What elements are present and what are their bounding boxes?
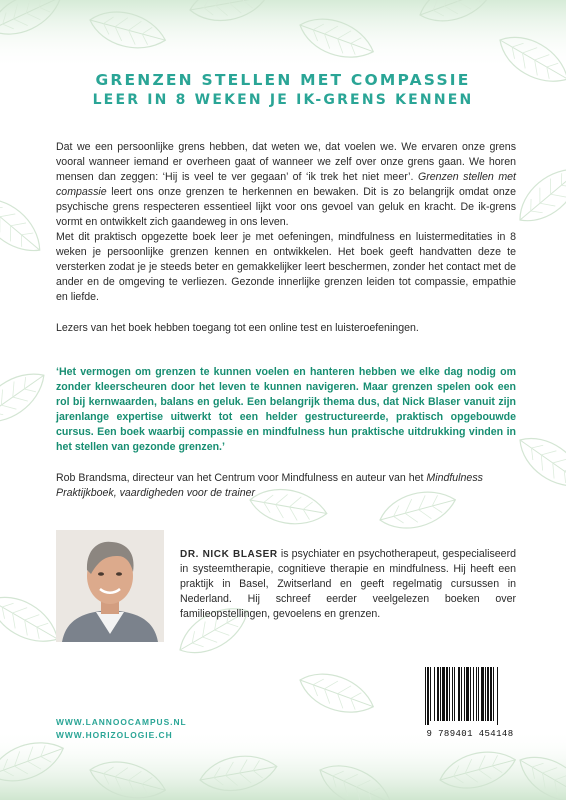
barcode-bars — [423, 667, 517, 727]
author-name: DR. NICK BLASER — [180, 549, 278, 560]
quote-text: ‘Het vermogen om grenzen te kunnen voelen en hanteren hebben we elke dag nodig om zonder kleerscheuren door het leven te kunnen navigeren. Maar grenzen spelen ook een rol bij kernwaarden, balans en geluk. Een belangrijk thema dus, dat Nick Blaser vanuit zijn jarenlange expertise uitwerkt tot een helder gestructureerde, praktisch opgebouwde cursus. Een boek waarbij compassie en mindfulness hun praktische uitdrukking vinden in het stellen van gezonde grenzen.’ — [56, 366, 516, 453]
url-lannoocampus[interactable]: WWW.LANNOOCAMPUS.NL — [56, 717, 187, 727]
quote-work-title: Mindfulness Praktijkboek, vaardigheden voor de trainer — [56, 472, 483, 499]
blurb-paragraph-3: Lezers van het boek hebben toegang tot een online test en luisteroefeningen. — [56, 322, 419, 334]
isbn-barcode — [423, 667, 517, 739]
author-bio-text: is psychiater en psychotherapeut, gespecialiseerd in systeemtherapie, cognitieve therapie en mindfulness. Hij heeft een praktijk in Basel, Zwitserland en geeft regelmatig cursussen in Nederland. Hij schreef eerder veelgelezen boeken over familieopstellingen, gevoelens en grenzen. — [180, 548, 516, 620]
blurb-paragraph-2: Met dit praktisch opgezette boek leer je met oefeningen, mindfulness en luistermeditaties in 8 weken je persoonlijke grenzen kennen en ontwikkelen. Het boek geeft handvatten deze te versterken zodat je je steeds beter en gemakkelijker leert beschermen, zonder het contact met de ander en de omgeving te verliezen. Gezonde innerlijke grenzen leiden tot compassie, empathie en liefde. — [56, 231, 516, 303]
url-horizologie[interactable]: WWW.HORIZOLOGIE.CH — [56, 730, 173, 740]
author-bio — [180, 547, 516, 622]
isbn-number: 9 789401 454148 — [426, 729, 514, 739]
book-title: GRENZEN STELLEN MET COMPASSIE — [95, 71, 471, 89]
blurb — [56, 140, 516, 336]
blurb-text-continued: leert ons onze grenzen te herkennen en bewaken. Dit is zo belangrijk omdat onze psychische grens respecteren essentieel lijkt voor ons gevoel van geluk en kracht. De ik-grens vormt en ontwikkelt zich gaandeweg in ons leven. — [56, 186, 516, 228]
publisher-urls — [56, 716, 187, 742]
blurb-text: Dat we een persoonlijke grens hebben, dat weten we, dat voelen we. We ervaren onze grens vooral wanneer iemand er overheen gaat of wanneer we zelf over onze grens gaan. We horen mensen dan zeggen: ‘Hij is veel te ver gegaan’ of ‘ik trek het niet meer’. — [56, 141, 516, 183]
blurb-paragraph-1 — [56, 140, 516, 230]
quote-author: Rob Brandsma, directeur van het Centrum voor Mindfulness en auteur van het — [56, 472, 427, 484]
book-subtitle: LEER IN 8 WEKEN JE IK-GRENS KENNEN — [92, 92, 474, 108]
blurb-title-reference: Grenzen stellen met compassie — [56, 171, 516, 198]
endorsement-quote — [56, 365, 516, 455]
author-photo — [56, 530, 164, 642]
quote-attribution — [56, 471, 516, 501]
